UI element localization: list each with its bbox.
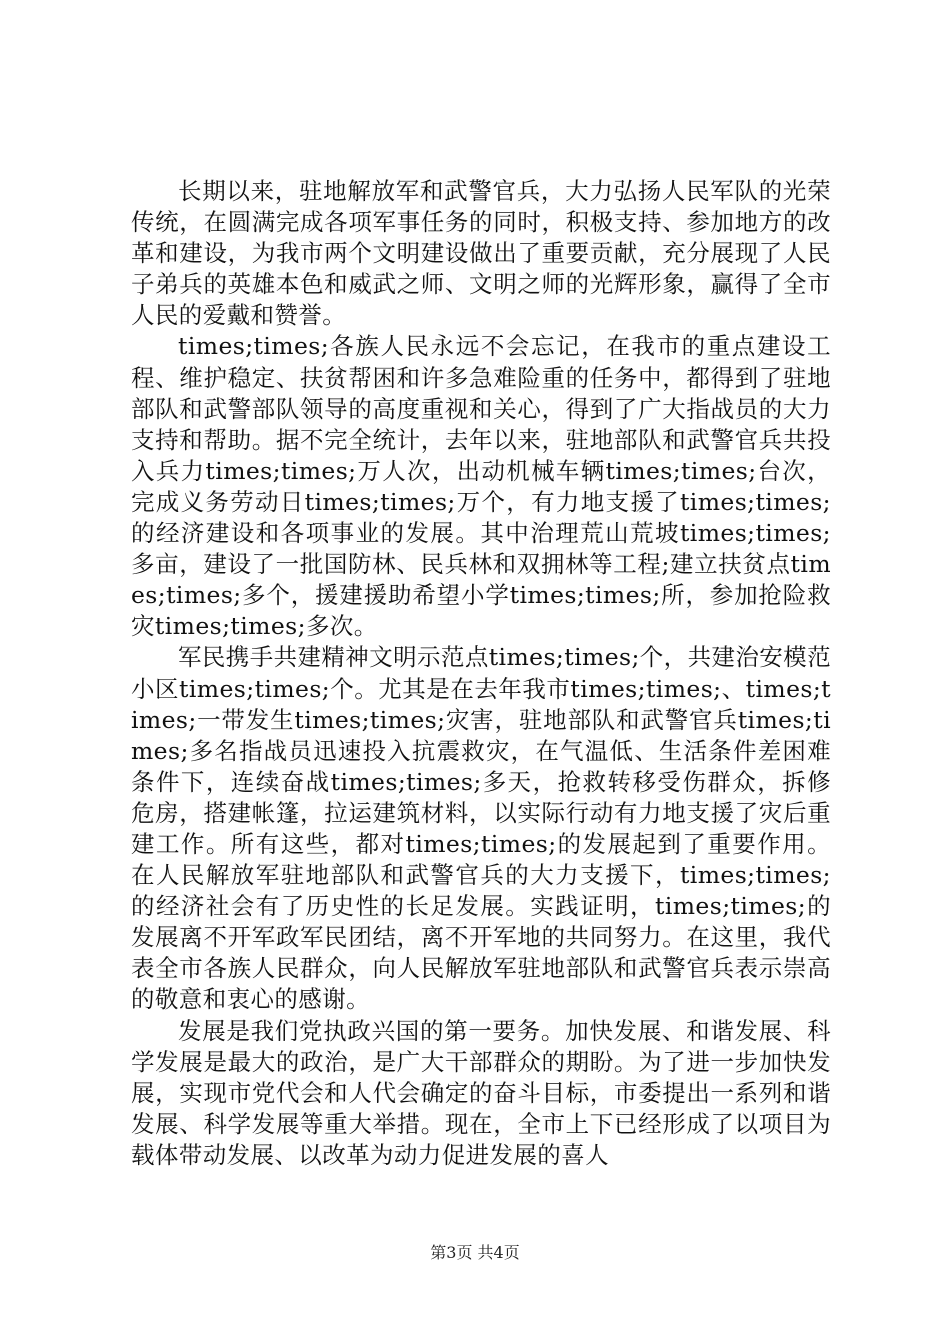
page-number-footer: 第3页 共4页: [430, 1243, 520, 1262]
paragraph-4: 发展是我们党执政兴国的第一要务。加快发展、和谐发展、科学发展是最大的政治，是广大干部群众的期盼。为了进一步加快发展，实现市党代会和人代会确定的奋斗目标，市委提出一系列和谐发展、科学发展等重大举措。现在，全市上下已经形成了以项目为载体带动发展、以改革为动力促进发展的喜人: [131, 1016, 831, 1169]
paragraph-1: 长期以来，驻地解放军和武警官兵，大力弘扬人民军队的光荣传统，在圆满完成各项军事任务的同时，积极支持、参加地方的改革和建设，为我市两个文明建设做出了重要贡献，充分展现了人民子弟兵的英雄本色和威武之师、文明之师的光辉形象，赢得了全市人民的爱戴和赞誉。: [131, 177, 831, 330]
paragraph-2: times;times;各族人民永远不会忘记，在我市的重点建设工程、维护稳定、扶贫帮困和许多急难险重的任务中，都得到了驻地部队和武警部队领导的高度重视和关心，得到了广大指战员的大力支持和帮助。据不完全统计，去年以来，驻地部队和武警官兵共投入兵力times;times;万人次，出动机械车辆times;times;台次，完成义务劳动日times;times;万个，有力地支援了times;times;的经济建设和各项事业的发展。其中治理荒山荒坡times;times;多亩，建设了一批国防林、民兵林和双拥林等工程;建立扶贫点times;times;多个，援建援助希望小学times;times;所，参加抢险救灾times;times;多次。: [131, 332, 831, 641]
document-body: [131, 176, 831, 1171]
paragraph-3: 军民携手共建精神文明示范点times;times;个，共建治安模范小区times;times;个。尤其是在去年我市times;times;、times;times;一带发生times;times;灾害，驻地部队和武警官兵times;times;多名指战员迅速投入抗震救灾，在气温低、生活条件差困难条件下，连续奋战times;times;多天，抢救转移受伤群众，拆修危房，搭建帐篷，拉运建筑材料，以实际行动有力地支援了灾后重建工作。所有这些，都对times;times;的发展起到了重要作用。在人民解放军驻地部队和武警官兵的大力支援下，times;times;的经济社会有了历史性的长足发展。实践证明，times;times;的发展离不开军政军民团结，离不开军地的共同努力。在这里，我代表全市各族人民群众，向人民解放军驻地部队和武警官兵表示崇高的敬意和衷心的感谢。: [131, 643, 831, 1014]
